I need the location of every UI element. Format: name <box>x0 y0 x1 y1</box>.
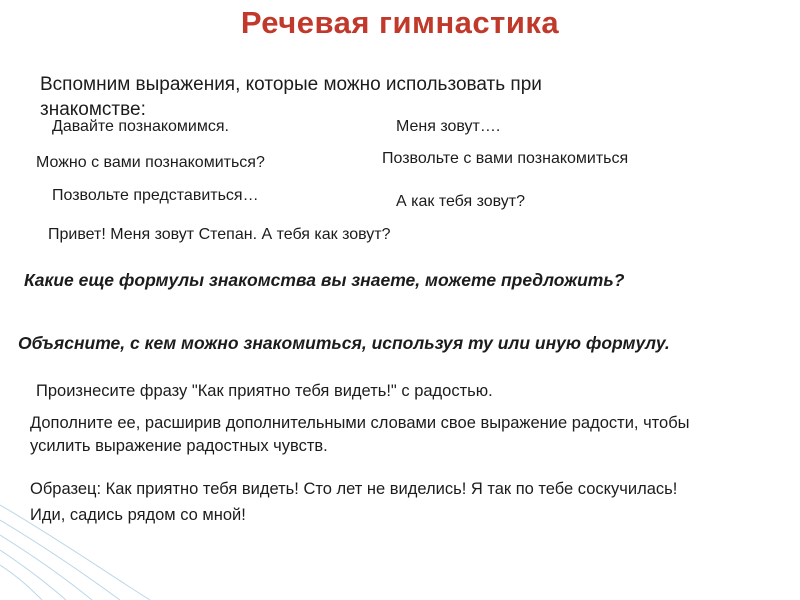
phrase-item: Можно с вами познакомиться? <box>36 154 265 171</box>
intro-text: Вспомним выражения, которые можно использовать при знакомстве: <box>40 74 542 120</box>
phrase-item: Привет! Меня зовут Степан. А тебя как зовут? <box>48 226 391 243</box>
phrase-item: Давайте познакомимся. <box>52 118 229 135</box>
phrase-item: Позвольте с вами познакомиться <box>382 150 629 167</box>
phrase-item: А как тебя зовут? <box>396 193 526 210</box>
task-pronounce: Произнесите фразу "Как приятно тебя видеть!" с радостью. <box>36 382 493 400</box>
question-formulas: Какие еще формулы знакомства вы знаете, можете предложить? <box>24 270 625 290</box>
phrase-item: Позвольте представиться… <box>52 187 259 204</box>
question-explain: Объясните, с кем можно знакомиться, используя ту или иную формулу. <box>18 333 670 353</box>
phrase-item: Меня зовут…. <box>396 118 501 135</box>
task-extend: Дополните ее, расширив дополнительными словами свое выражение радости, чтобы усилить выражение радостных чувств. <box>30 414 690 455</box>
example-text: Образец: Как приятно тебя видеть! Сто лет не виделись! Я так по тебе соскучилась! Иди, садись рядом со мной! <box>30 480 678 524</box>
slide-title: Речевая гимнастика <box>240 5 560 40</box>
